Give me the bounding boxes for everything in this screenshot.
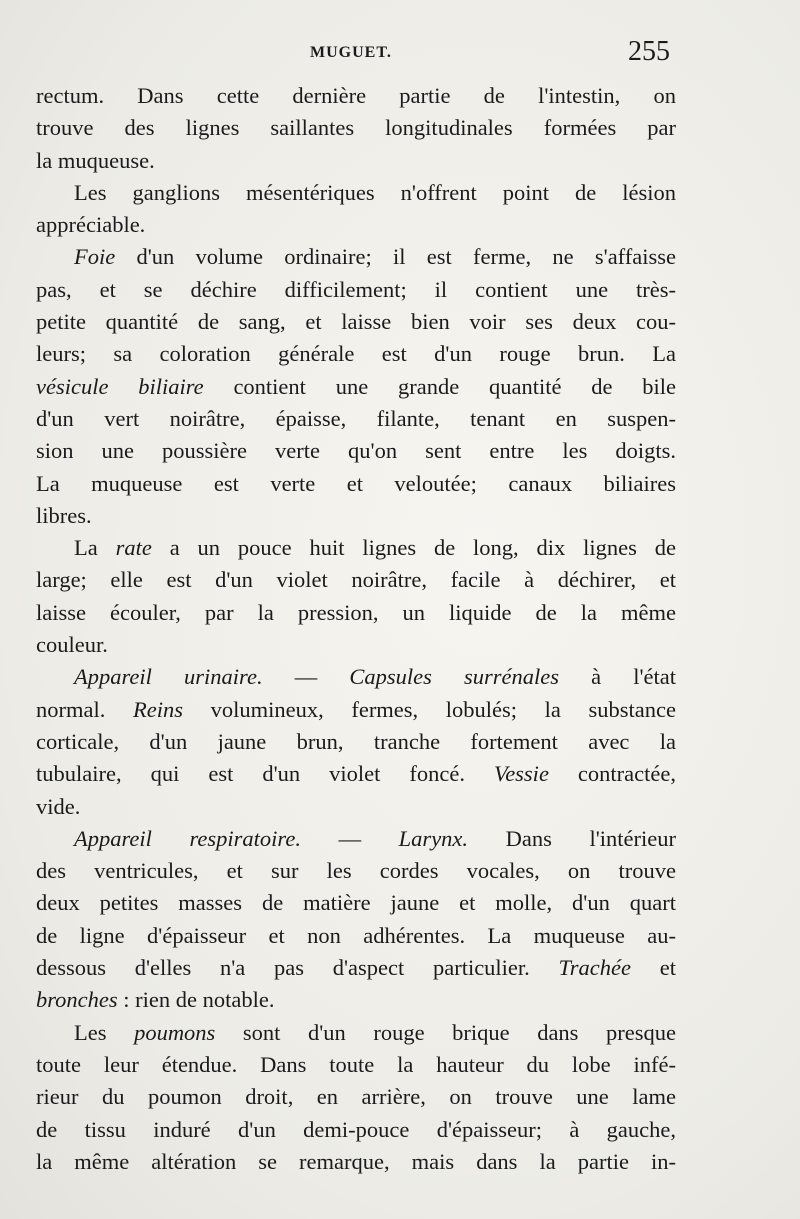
italic-term: Reins [132, 696, 183, 722]
text-line: Foie d'un volume ordinaire; il est ferme, ne s'affaisse [74, 244, 676, 270]
text-line: Appareil urinaire. — Capsules surrénales à l'état [74, 664, 676, 690]
paragraph [36, 1017, 676, 1178]
text-line: vide. [36, 793, 81, 819]
text-line: la même altération se remarque, mais dans la partie in- [36, 1148, 676, 1174]
text-line: des ventricules, et sur les cordes vocales, on trouve [36, 858, 676, 884]
text-line: appréciable. [36, 212, 146, 238]
paragraph [36, 80, 676, 177]
italic-term: Foie [74, 244, 116, 270]
text-line: toute leur étendue. Dans toute la hauteur du lobe infé- [36, 1051, 676, 1077]
text-line: bronches : rien de notable. [36, 987, 275, 1013]
text-line: deux petites masses de matière jaune et molle, d'un quart [36, 890, 676, 916]
text-line: Appareil respiratoire. — Larynx. Dans l'intérieur [74, 825, 676, 851]
text-line: normal. Reins volumineux, fermes, lobulés; la substance [36, 696, 676, 722]
body-text [36, 80, 676, 1178]
italic-term: Appareil respiratoire. [74, 825, 301, 851]
text-line: de tissu induré d'un demi-pouce d'épaisseur; à gauche, [36, 1116, 676, 1142]
italic-term: Appareil urinaire. [74, 664, 263, 690]
page-number: 255 [628, 36, 670, 67]
text-line: trouve des lignes saillantes longitudinales formées par [36, 115, 676, 141]
text-line: Les poumons sont d'un rouge brique dans presque [74, 1019, 676, 1045]
paragraph [36, 661, 676, 822]
text-line: la muqueuse. [36, 147, 155, 173]
text-line: corticale, d'un jaune brun, tranche fortement avec la [36, 728, 676, 754]
text-line: couleur. [36, 632, 108, 658]
italic-term: Trachée [558, 955, 632, 981]
paragraph [36, 823, 676, 1017]
text-line: d'un vert noirâtre, épaisse, filante, tenant en suspen- [36, 405, 676, 431]
text-line: petite quantité de sang, et laisse bien voir ses deux cou- [36, 309, 676, 335]
italic-term: Larynx. [398, 825, 469, 851]
page-header [0, 36, 800, 76]
text-line: rieur du poumon droit, en arrière, on trouve une lame [36, 1084, 676, 1110]
text-line: large; elle est d'un violet noirâtre, facile à déchirer, et [36, 567, 676, 593]
text-line: leurs; sa coloration générale est d'un rouge brun. La [36, 341, 676, 367]
text-line: libres. [36, 502, 92, 528]
paragraph [36, 241, 676, 532]
italic-term: bronches [36, 987, 118, 1013]
text-line: rectum. Dans cette dernière partie de l'intestin, on [36, 83, 676, 108]
text-line: vésicule biliaire contient une grande quantité de bile [36, 373, 676, 399]
text-line: Les ganglions mésentériques n'offrent point de lésion [74, 179, 676, 205]
text-line: de ligne d'épaisseur et non adhérentes. La muqueuse au- [36, 922, 676, 948]
text-line: La muqueuse est verte et veloutée; canaux biliaires [36, 470, 676, 496]
italic-term: poumons [134, 1019, 216, 1045]
italic-term: Vessie [493, 761, 549, 787]
text-line: laisse écouler, par la pression, un liquide de la même [36, 599, 676, 625]
text-line: pas, et se déchire difficilement; il contient une très- [36, 276, 676, 302]
text-line: dessous d'elles n'a pas d'aspect particulier. Trachée et [36, 955, 676, 981]
text-line: tubulaire, qui est d'un violet foncé. Vessie contractée, [36, 761, 676, 787]
italic-term: Capsules surrénales [349, 664, 559, 690]
paragraph [36, 532, 676, 661]
text-line: sion une poussière verte qu'on sent entre les doigts. [36, 438, 676, 464]
running-title: MUGUET. [310, 44, 392, 61]
paragraph [36, 177, 676, 242]
italic-term: rate [115, 535, 152, 561]
text-line: La rate a un pouce huit lignes de long, dix lignes de [74, 535, 676, 561]
italic-term: vésicule biliaire [36, 373, 204, 399]
